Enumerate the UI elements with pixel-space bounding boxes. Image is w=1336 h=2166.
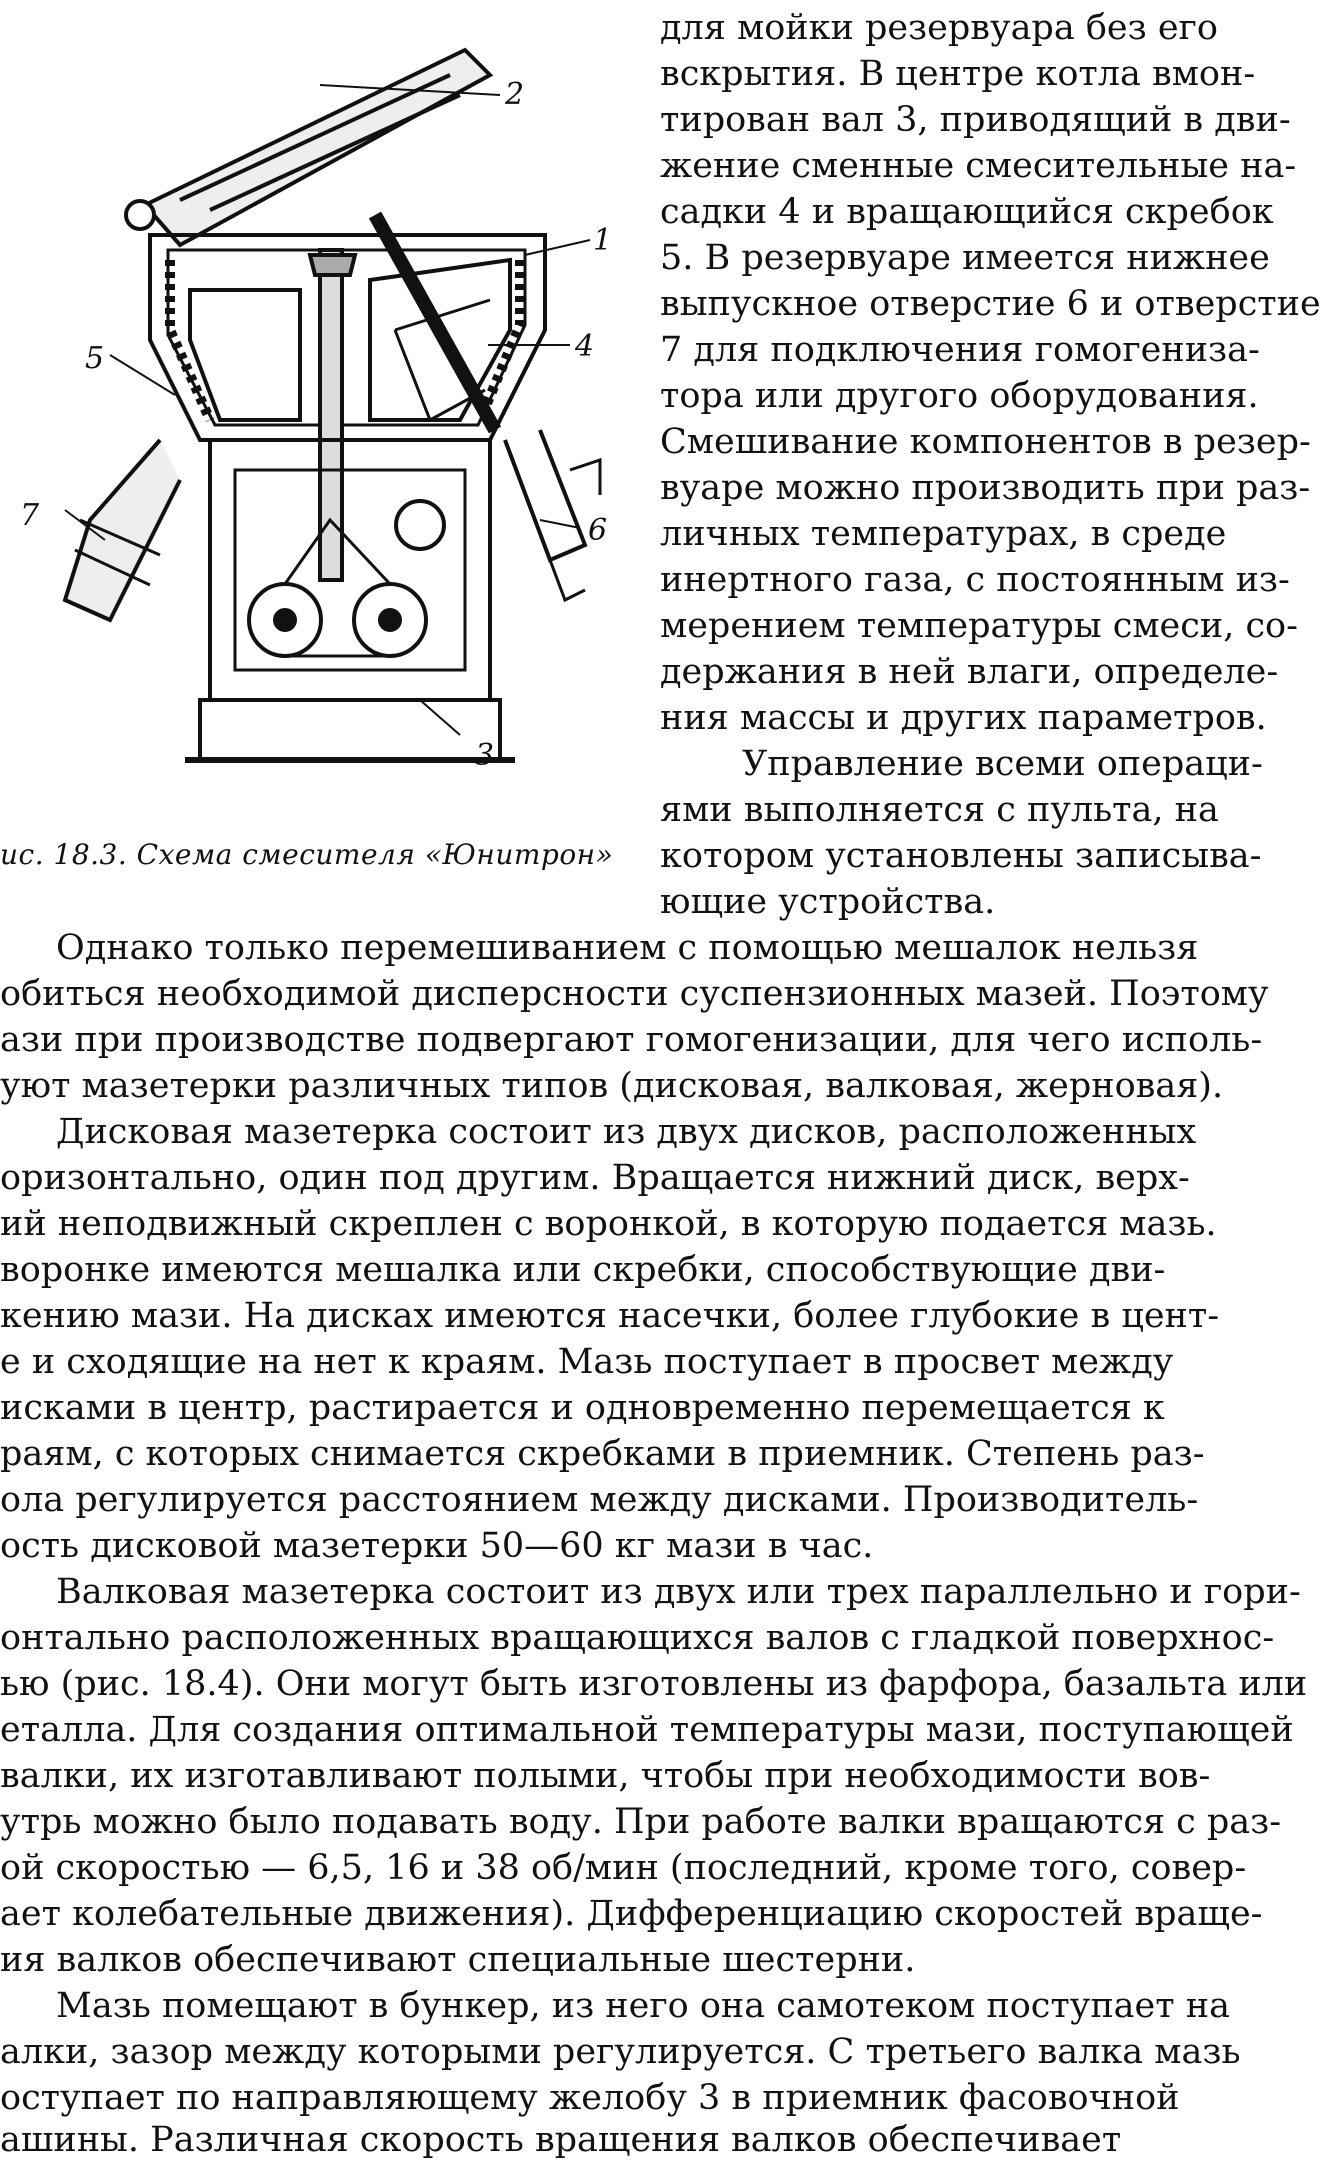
text-line: Однако только перемешиванием с помощью мешалок нельзя	[56, 928, 1199, 968]
text-line: мерением температуры смеси, со-	[660, 606, 1298, 646]
figure-label-4: 4	[575, 329, 595, 364]
text-line: алки, зазор между которыми регулируется. С третьего валка мазь	[0, 2032, 1241, 2072]
text-line: личных температурах, в среде	[660, 514, 1227, 554]
text-line: вскрытия. В центре котла вмон-	[660, 54, 1256, 94]
text-line: тирован вал 3, приводящий в дви-	[660, 100, 1291, 140]
text-line: ость дисковой мазетерки 50—60 кг мази в час.	[0, 1526, 874, 1566]
text-line: ой скоростью — 6,5, 16 и 38 об/мин (последний, кроме того, совер-	[0, 1848, 1247, 1888]
text-line: ющие устройства.	[660, 882, 996, 922]
text-line: ью (рис. 18.4). Они могут быть изготовлены из фарфора, базальта или	[0, 1664, 1308, 1704]
text-line: 7 для подключения гомогениза-	[660, 330, 1260, 370]
text-line: 5. В резервуаре имеется нижнее	[660, 238, 1270, 278]
text-line: оризонтально, один под другим. Вращается нижний диск, верх-	[0, 1158, 1190, 1198]
text-line: е и сходящие на нет к краям. Мазь поступает в просвет между	[0, 1342, 1174, 1382]
text-line: еталла. Для создания оптимальной температуры мази, поступающей	[0, 1710, 1294, 1750]
text-line: выпускное отверстие 6 и отверстие	[660, 284, 1321, 324]
mixer-diagram	[10, 0, 650, 800]
text-line: утрь можно было подавать воду. При работе валки вращаются с раз-	[0, 1802, 1282, 1842]
text-line: оступает по направляющему желобу 3 в приемник фасовочной	[0, 2078, 1180, 2118]
text-line: инертного газа, с постоянным из-	[660, 560, 1290, 600]
text-line: уют мазетерки различных типов (дисковая, валковая, жерновая).	[0, 1066, 1224, 1106]
text-line: ашины. Различная скорость вращения валков обеспечивает	[0, 2120, 1122, 2160]
text-line: ола регулируется расстоянием между дисками. Производитель-	[0, 1480, 1199, 1520]
text-line: онтально расположенных вращающихся валов с гладкой поверхнос-	[0, 1618, 1275, 1658]
text-line: Дисковая мазетерка состоит из двух дисков, расположенных	[56, 1112, 1197, 1152]
figure-label-1: 1	[593, 223, 613, 258]
text-line: ази при производстве подвергают гомогенизации, для чего исполь-	[0, 1020, 1263, 1060]
figure-label-3: 3	[475, 738, 495, 773]
text-line: ями выполняется с пульта, на	[660, 790, 1219, 830]
figure-label-7: 7	[20, 498, 40, 533]
figure-caption: ис. 18.3. Схема смесителя «Юнитрон»	[0, 838, 614, 871]
text-line: кению мази. На дисках имеются насечки, более глубокие в цент-	[0, 1296, 1220, 1336]
text-line: обиться необходимой дисперсности суспензионных мазей. Поэтому	[0, 974, 1269, 1014]
text-line: Валковая мазетерка состоит из двух или трех параллельно и гори-	[56, 1572, 1301, 1612]
text-line: жение сменные смесительные на-	[660, 146, 1297, 186]
text-line: тора или другого оборудования.	[660, 376, 1259, 416]
text-line: воронке имеются мешалка или скребки, способствующие дви-	[0, 1250, 1166, 1290]
text-line: Мазь помещают в бункер, из него она самотеком поступает на	[56, 1986, 1230, 2026]
text-line: Смешивание компонентов в резер-	[660, 422, 1311, 462]
text-line: Управление всеми операци-	[742, 744, 1263, 784]
text-line: ия валков обеспечивают специальные шестерни.	[0, 1940, 916, 1980]
text-line: исками в центр, растирается и одновременно перемещается к	[0, 1388, 1165, 1428]
text-line: садки 4 и вращающийся скребок	[660, 192, 1274, 232]
figure-label-5: 5	[85, 341, 105, 376]
text-line: ий неподвижный скреплен с воронкой, в которую подается мазь.	[0, 1204, 1217, 1244]
text-line: котором установлены записыва-	[660, 836, 1262, 876]
text-line: ает колебательные движения). Дифференциацию скоростей враще-	[0, 1894, 1263, 1934]
text-line: держания в ней влаги, определе-	[660, 652, 1279, 692]
figure-label-6: 6	[588, 513, 608, 548]
figure-label-2: 2	[505, 77, 525, 112]
text-line: для мойки резервуара без его	[660, 8, 1218, 48]
text-line: вуаре можно производить при раз-	[660, 468, 1311, 508]
text-line: раям, с которых снимается скребками в приемник. Степень раз-	[0, 1434, 1205, 1474]
text-line: ния массы и других параметров.	[660, 698, 1267, 738]
text-line: валки, их изготавливают полыми, чтобы при необходимости вов-	[0, 1756, 1211, 1796]
